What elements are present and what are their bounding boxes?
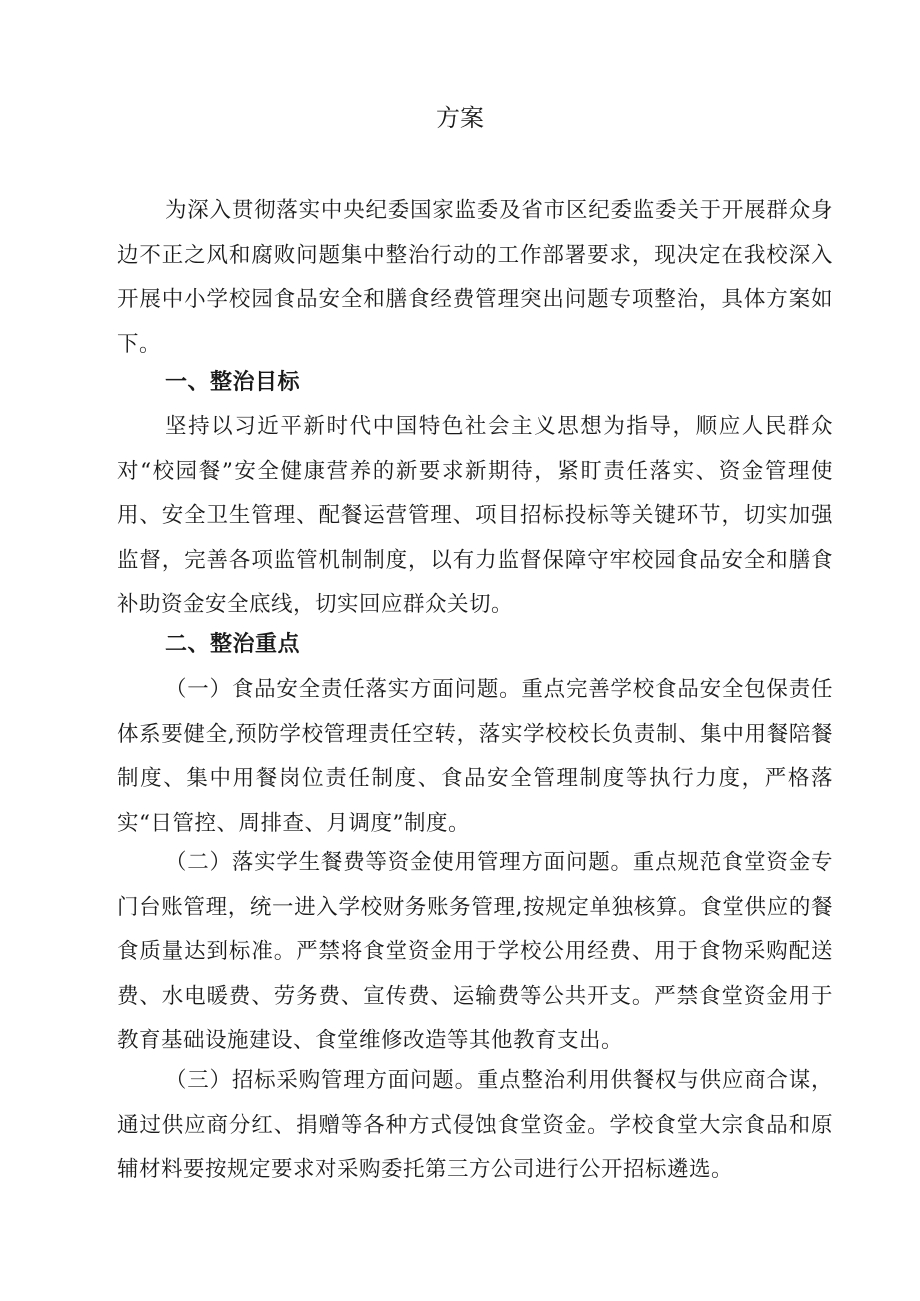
goals-paragraph: 坚持以习近平新时代中国特色社会主义思想为指导，顺应人民群众对“校园餐”安全健康营养的新要求新期待，紧盯责任落实、资金管理使用、安全卫生管理、配餐运营管理、项目招标投标等关键环节，切实加强监督，完善各项监管机制制度，以有力监督保障守牢校园食品安全和膳食补助资金安全底线，切实回应群众关切。 xyxy=(117,414,833,617)
focus-item-procurement: （三）招标采购管理方面问题。重点整治利用供餐权与供应商合谋，通过供应商分红、捐赠等各种方式侵蚀食堂资金。学校食堂大宗食品和原辅材料要按规定要求对采购委托第三方公司进行公开招标遴选。 xyxy=(117,1068,833,1182)
document-title: 方案 xyxy=(436,104,484,132)
focus-item-food-safety: （一）食品安全责任落实方面问题。重点完善学校食品安全包保责任体系要健全,预防学校管理责任空转，落实学校校长负责制、集中用餐陪餐制度、集中用餐岗位责任制度、食品安全管理制度等执行力度，严格落实“日管控、周排查、月调度”制度。 xyxy=(117,677,833,836)
section-heading-goals: 一、整治目标 xyxy=(165,370,301,395)
focus-item-funds: （二）落实学生餐费等资金使用管理方面问题。重点规范食堂资金专门台账管理，统一进入学校财务账务管理,按规定单独核算。食堂供应的餐食质量达到标准。严禁将食堂资金用于学校公用经费、用于食物采购配送费、水电暖费、劳务费、宣传费、运输费等公共开支。严禁食堂资金用于教育基础设施建设、食堂维修改造等其他教育支出。 xyxy=(117,850,833,1053)
intro-paragraph: 为深入贯彻落实中央纪委国家监委及省市区纪委监委关于开展群众身边不正之风和腐败问题集中整治行动的工作部署要求，现决定在我校深入开展中小学校园食品安全和膳食经费管理突出问题专项整治，具体方案如下。 xyxy=(117,198,833,357)
section-heading-focus: 二、整治重点 xyxy=(165,632,301,657)
